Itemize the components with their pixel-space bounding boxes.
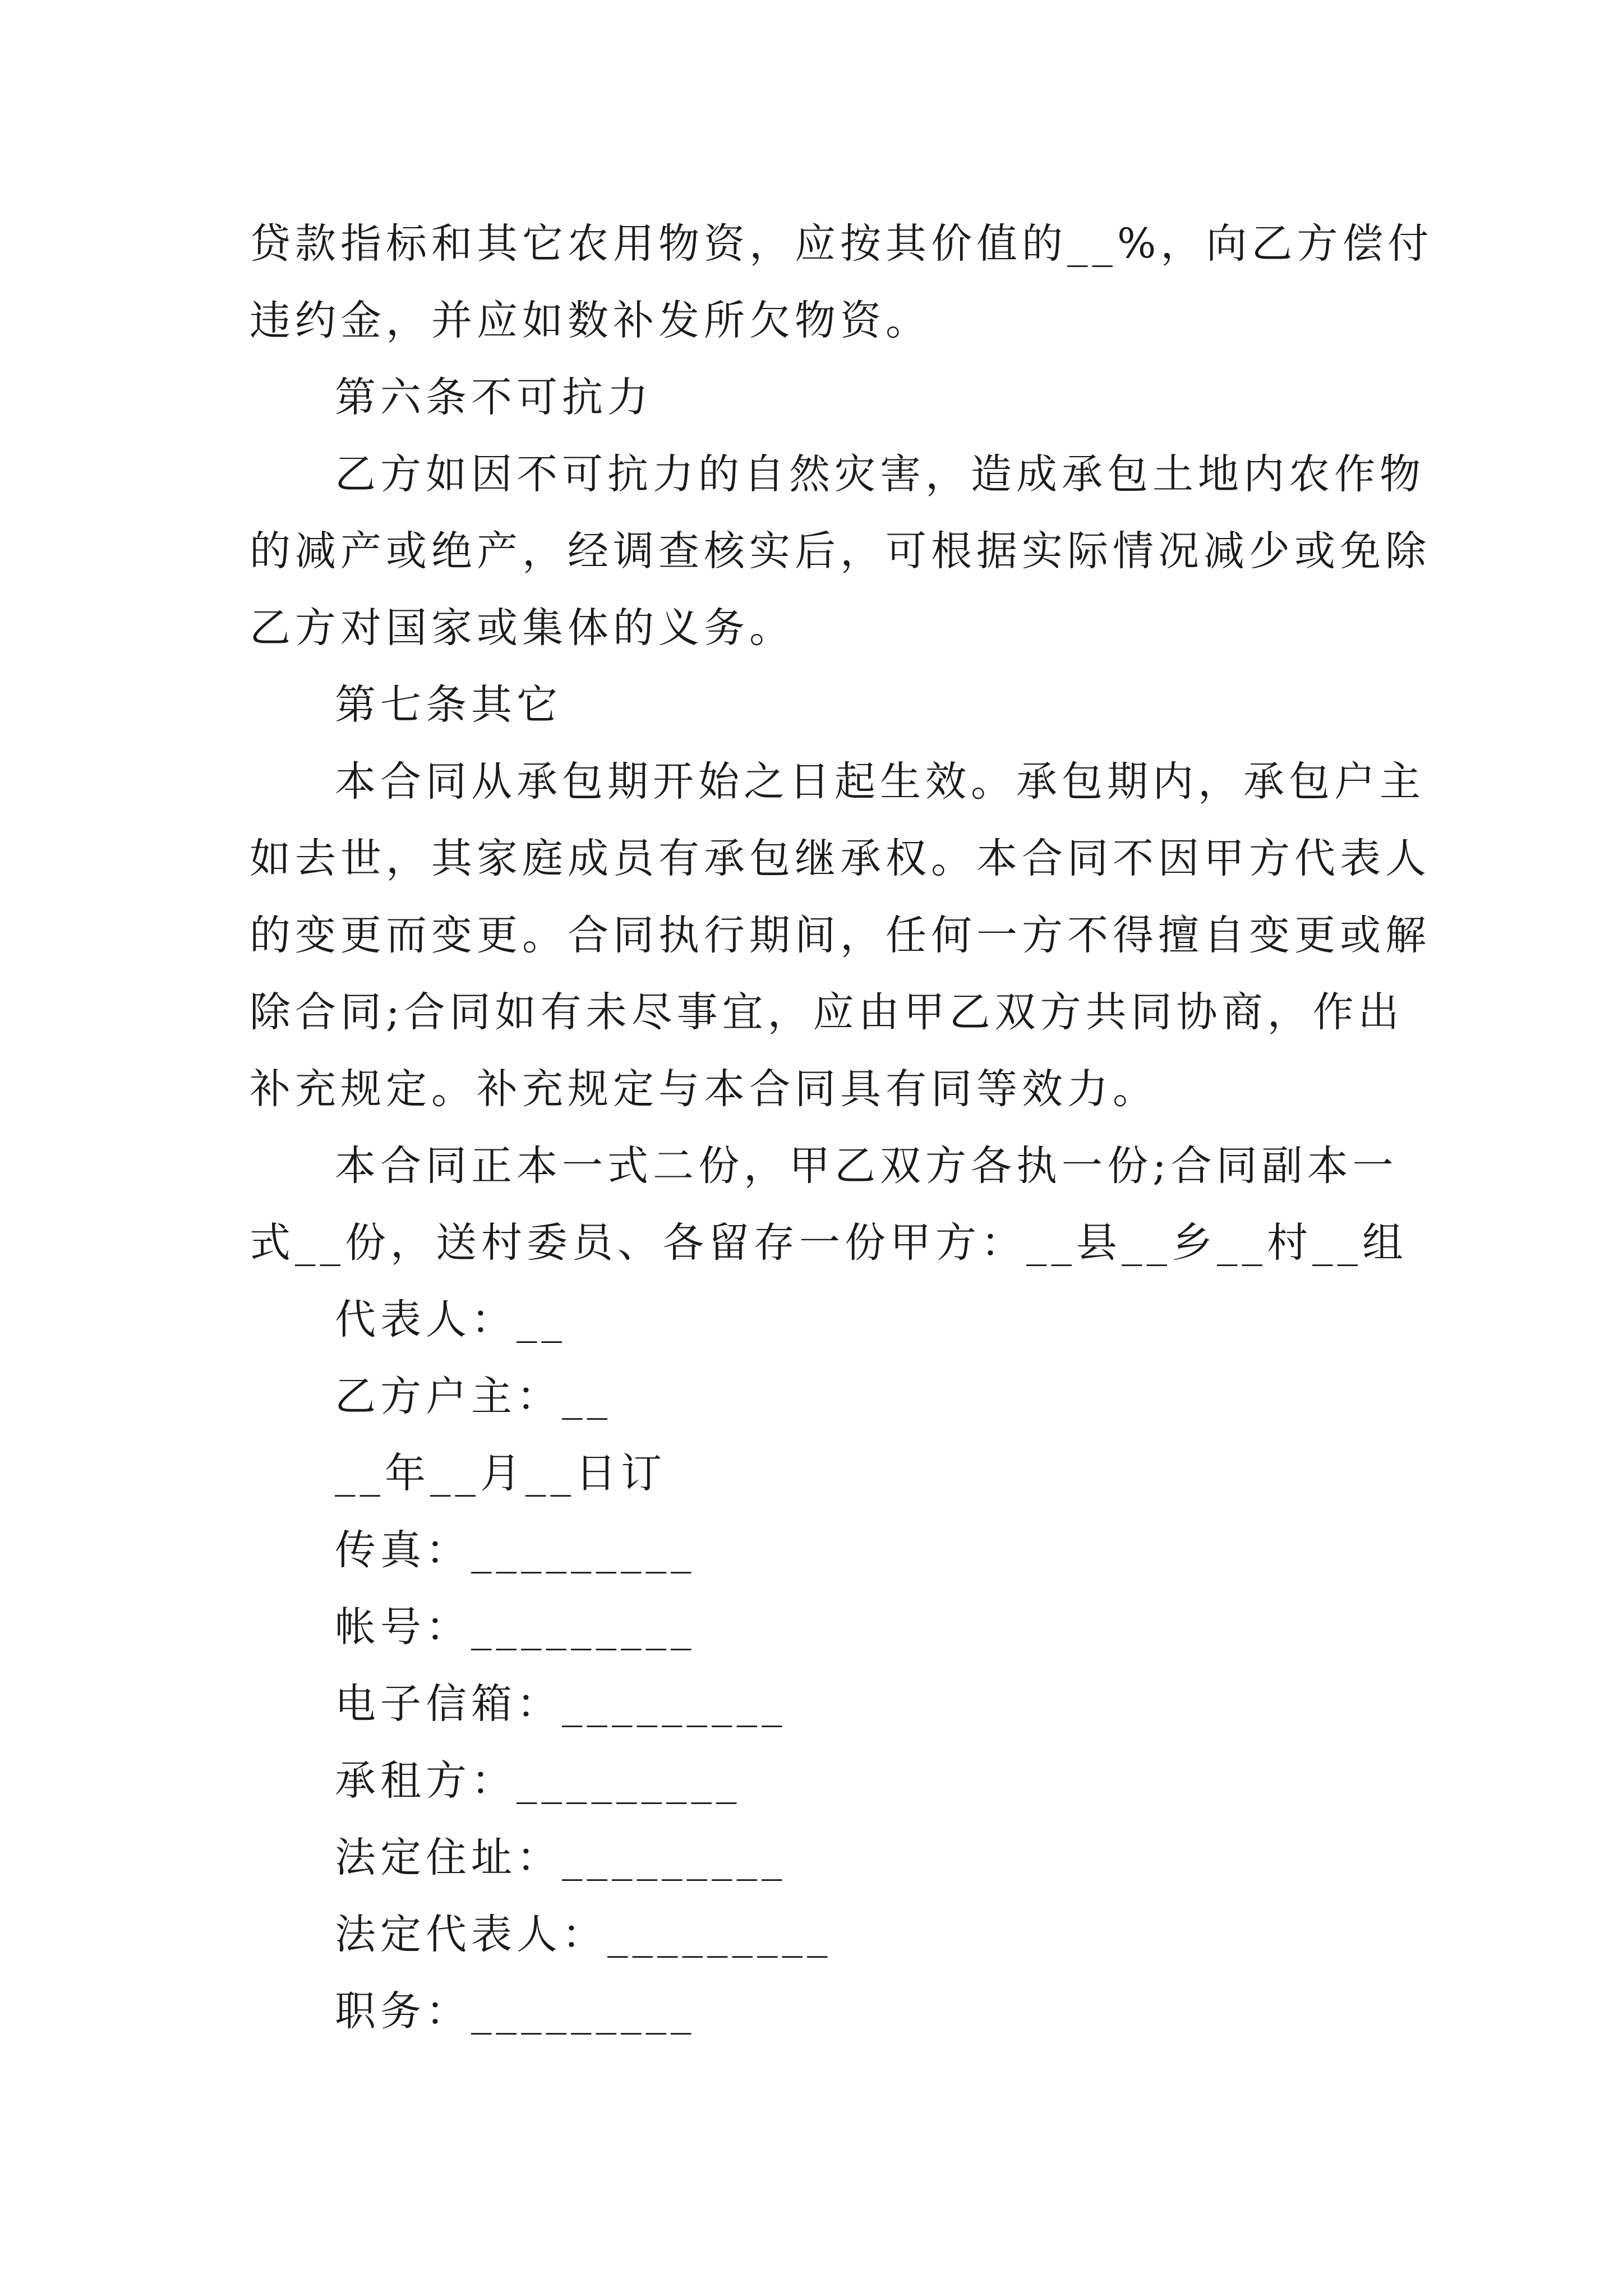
lessee-field: 承租方：_________ xyxy=(335,1757,741,1805)
section-heading: 第七条其它 xyxy=(335,681,562,729)
email-field: 电子信箱：_________ xyxy=(335,1680,787,1728)
text-line: 本合同从承包期开始之日起生效。承包期内，承包户主 xyxy=(335,758,1425,806)
date-field: __年__月__日订 xyxy=(335,1450,666,1497)
account-field: 帐号：_________ xyxy=(335,1603,696,1651)
text-line: 本合同正本一式二份，甲乙双方各执一份;合同副本一 xyxy=(335,1142,1398,1190)
legal-representative-field: 法定代表人：_________ xyxy=(335,1911,832,1958)
text-line: 除合同;合同如有未尽事宜，应由甲乙双方共同协商，作出 xyxy=(250,988,1404,1036)
text-line: 违约金，并应如数补发所欠物资。 xyxy=(250,297,931,344)
address-field: 法定住址：_________ xyxy=(335,1834,787,1881)
text-line: 乙方对国家或集体的义务。 xyxy=(250,604,795,652)
text-line: 的变更而变更。合同执行期间，任何一方不得擅自变更或解 xyxy=(250,912,1431,959)
text-line: 式__份，送村委员、各留存一份甲方：__县__乡__村__组 xyxy=(250,1219,1408,1267)
signature-field: 乙方户主：__ xyxy=(335,1373,612,1420)
signature-field: 代表人：__ xyxy=(335,1296,566,1343)
text-line: 如去世，其家庭成员有承包继承权。本合同不因甲方代表人 xyxy=(250,835,1431,882)
section-heading: 第六条不可抗力 xyxy=(335,374,653,421)
text-line: 乙方如因不可抗力的自然灾害，造成承包土地内农作物 xyxy=(335,450,1425,498)
text-line: 贷款指标和其它农用物资，应按其价值的__%，向乙方偿付 xyxy=(250,220,1433,268)
text-line: 补充规定。补充规定与本合同具有同等效力。 xyxy=(250,1065,1158,1113)
text-line: 的减产或绝产，经调查核实后，可根据实际情况减少或免除 xyxy=(250,527,1431,575)
fax-field: 传真：_________ xyxy=(335,1526,696,1574)
position-field: 职务：_________ xyxy=(335,1987,696,2035)
